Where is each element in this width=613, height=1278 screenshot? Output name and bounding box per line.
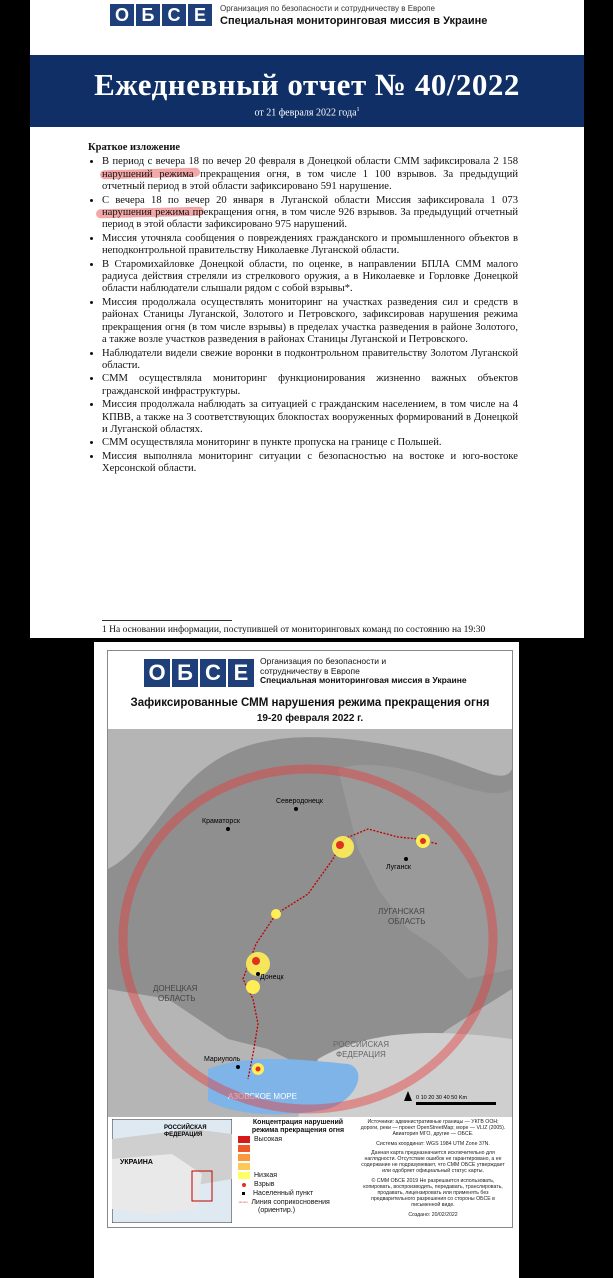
legend-row-settlement: Населенный пункт <box>238 1189 358 1198</box>
report-title: Ежедневный отчет № 40/2022 <box>94 67 520 102</box>
osce-header <box>110 0 487 30</box>
osce-logo: О Б С Е <box>144 659 254 687</box>
footnote: 1 На основании информации, поступившей от мониторинговых команд по состоянию на 19:30 <box>102 625 486 635</box>
list-item: • В Старомихайловке Донецкой области, по оценке, в направлении БПЛА СММ малого радиуса действия стреляли из стрелкового оружия, а в Николаевке и Горловке Донецкой области наблюдатели слышали рядом с собой взрывы*. <box>102 259 518 296</box>
map-notes: Источники: административные границы — УКГВ ООН; дороги, реки — проект OpenStreetMap; море — VLIZ (2005). Авиатория МГО, другие — ОБСЕ. Система координат: WGS 1984 UTM Zone 37N. Данная карта предназначается исключительно для наглядности. Отсутствие ошибок не гарантировано, а ее содержание не подразумевает, что СММ ОБСЕ утверждает или одобряет официальный статус карты. © СММ ОБСЕ 2019 Не разрешается использовать, копировать, воспроизводить, передавать, транслировать, продавать, лицензировать или применять без предварительного разрешения со стороны ОБСЕ в письменной виде. Создано: 20/02/2022 <box>360 1119 506 1218</box>
sea-label: АЗОВСКОЕ МОРЕ <box>228 1092 297 1101</box>
legend-row-contact: ······· Линия соприкосновения <box>238 1199 330 1206</box>
inset-map <box>112 1119 232 1223</box>
scale-bar <box>416 1102 496 1105</box>
report-date: от 21 февраля 2022 года$^1$ <box>254 107 360 119</box>
violation-hotspot <box>336 841 344 849</box>
summary-list <box>88 156 518 475</box>
violation-hotspot <box>252 957 260 965</box>
conflict-map <box>108 729 512 1117</box>
city-label: Мариуполь <box>204 1056 241 1063</box>
violation-cluster <box>246 980 260 994</box>
city-marker <box>294 807 298 811</box>
map-header <box>108 651 512 691</box>
region-label: ДОНЕЦКАЯ <box>153 984 198 993</box>
summary-heading: Краткое изложение <box>88 142 181 153</box>
region-label: РОССИЙСКАЯ <box>333 1040 389 1049</box>
legend-row-low: Низкая <box>238 1171 358 1180</box>
map-title: Зафиксированные СММ нарушения режима прекращения огня <box>130 697 490 709</box>
inset-label: РОССИЙСКАЯ <box>164 1125 207 1131</box>
inset-label: УКРАИНА <box>120 1159 153 1166</box>
osce-logo: О Б С Е <box>110 4 212 26</box>
scale-label: 0 10 20 30 40 50 Km <box>416 1095 468 1101</box>
city-label: Северодонецк <box>276 798 323 805</box>
footnote-divider <box>102 620 232 621</box>
inset-label: ФЕДЕРАЦИЯ <box>164 1132 203 1138</box>
list-item: • СММ осуществляла мониторинг в пункте пропуска на границе с Польшей. <box>102 437 518 449</box>
city-label: Донецк <box>260 974 284 981</box>
city-label: Краматорск <box>202 818 240 825</box>
report-page <box>30 0 584 638</box>
map-date: 19-20 февраля 2022 г. <box>256 713 364 724</box>
legend-row-explosion: Взрыв <box>238 1180 358 1189</box>
summary-section <box>88 142 518 477</box>
list-item: • Миссия выполняла мониторинг ситуации с безопасностью на востоке и юго-востоке Херсонской области. <box>102 451 518 476</box>
list-item: • С вечера 18 по вечер 20 января в Луганской области Миссия зафиксировала 1 073 нарушения режима прекращения огня, в том числе 926 взрывов. За предыдущий отчетный период в этой области зафиксировано 975 нарушений. <box>102 195 518 232</box>
region-label: ФЕДЕРАЦИЯ <box>336 1050 386 1059</box>
region-label: ОБЛАСТЬ <box>388 917 426 926</box>
violation-hotspot <box>256 1067 261 1072</box>
violation-cluster <box>271 909 281 919</box>
list-item: • В период с вечера 18 по вечер 20 февраля в Донецкой области СММ зафиксировала 2 158 нарушений режима прекращения огня, в том числе 1 100 взрывов. За предыдущий отчетный период в этой области зафиксировано 591 нарушение. <box>102 156 518 193</box>
list-item: • Миссия продолжала осуществлять мониторинг на участках разведения сил и средств в районах Станицы Луганской, Золотого и Петровского, зафиксировав нарушения режима прекращения огня (в том числе взрывы) в пределах участка разведения в районе Золотого, а также возле участков разведения в районах Станицы Луганской и Петровского. <box>102 297 518 347</box>
org-name: Организация по безопасности и сотрудничеству в Европе Специальная мониторинговая миссия в Украине <box>260 656 467 685</box>
list-item: • Миссия уточняла сообщения о повреждениях гражданского и промышленного объектов в неподконтрольной правительству Николаевке Луганской области. <box>102 233 518 258</box>
list-item: • Миссия продолжала наблюдать за ситуацией с гражданским населением, в том числе на 4 КПВВ, а также на 3 соответствующих блокпостах вооруженных формирований в Донецкой и Луганской областях. <box>102 399 518 436</box>
region-label: ОБЛАСТЬ <box>158 994 196 1003</box>
region-label: ЛУГАНСКАЯ <box>378 907 425 916</box>
list-item: • СММ осуществляла мониторинг функционирования жизненно важных объектов гражданской инфраструктуры. <box>102 373 518 398</box>
violation-hotspot <box>420 838 426 844</box>
city-label: Луганск <box>386 864 411 871</box>
legend-title: режима прекращения огня <box>251 1127 345 1134</box>
city-marker <box>226 827 230 831</box>
map-frame <box>107 650 513 1228</box>
city-marker <box>404 857 408 861</box>
mission-name: Организация по безопасности и сотрудничеству в Европе Специальная мониторинговая миссия в Украине <box>220 4 488 27</box>
legend-row-high: Высокая <box>238 1135 358 1144</box>
legend-title: Концентрация нарушений <box>252 1119 344 1126</box>
city-marker <box>236 1065 240 1069</box>
legend: Концентрация нарушений режима прекращения огня Высокая Низкая Взрыв Населенный пункт ······· Линия соприкосновения (ориентир.) <box>238 1119 358 1214</box>
report-banner <box>30 55 584 127</box>
list-item: • Наблюдатели видели свежие воронки в подконтрольном правительству Золотом Луганской области. <box>102 348 518 373</box>
map-page <box>94 642 519 1278</box>
